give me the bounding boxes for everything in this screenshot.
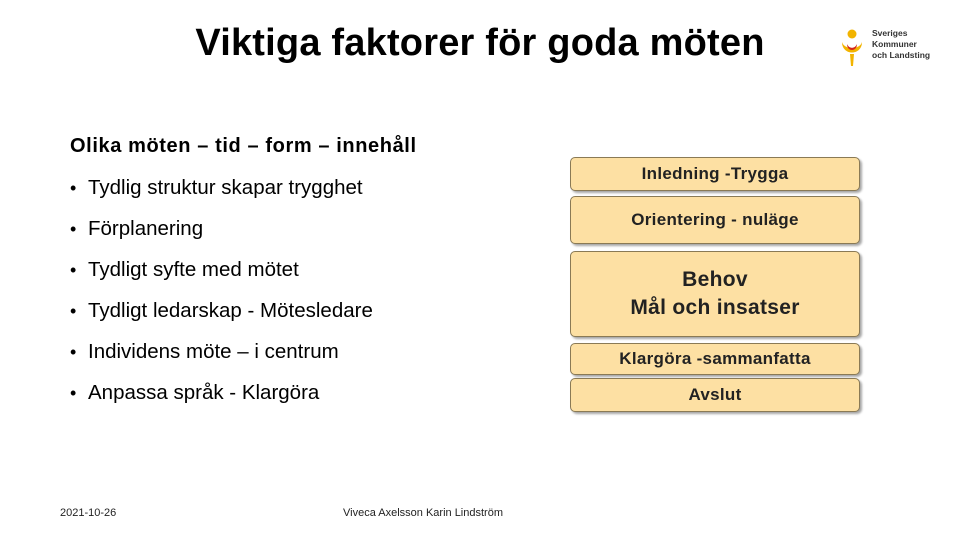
skl-person-icon — [838, 28, 868, 68]
bullet-item: • Individens möte – i centrum — [70, 336, 373, 377]
step-label: Mål och insatser — [630, 296, 800, 319]
bullet-item: • Anpassa språk - Klargöra — [70, 377, 373, 418]
footer-author: Viveca Axelsson Karin Lindström — [343, 507, 503, 519]
step-box-behov — [570, 251, 860, 337]
step-box-klargora — [570, 343, 860, 375]
bullet-item: • Tydlig struktur skapar trygghet — [70, 172, 373, 213]
logo-text — [872, 28, 930, 61]
logo-line: Sveriges — [872, 28, 908, 38]
step-label: Orientering - nuläge — [631, 210, 799, 229]
step-label: Behov — [682, 268, 748, 291]
step-label: Avslut — [688, 385, 742, 404]
step-box-orientering — [570, 196, 860, 244]
step-label: Inledning -Trygga — [641, 164, 789, 183]
step-label: Klargöra -sammanfatta — [619, 349, 811, 368]
footer-date: 2021-10-26 — [60, 507, 117, 519]
organization-logo — [838, 28, 938, 70]
section-subtitle: Olika möten – tid – form – innehåll — [70, 135, 417, 157]
step-box-inledning — [570, 157, 860, 191]
slide-title: Viktiga faktorer för goda möten — [195, 22, 765, 64]
logo-line: och Landsting — [872, 50, 931, 60]
bullet-list — [70, 172, 373, 418]
bullet-item: • Förplanering — [70, 213, 373, 254]
bullet-item: • Tydligt syfte med mötet — [70, 254, 373, 295]
bullet-item: • Tydligt ledarskap - Mötesledare — [70, 295, 373, 336]
logo-line: Kommuner — [872, 39, 917, 49]
step-box-avslut — [570, 378, 860, 412]
